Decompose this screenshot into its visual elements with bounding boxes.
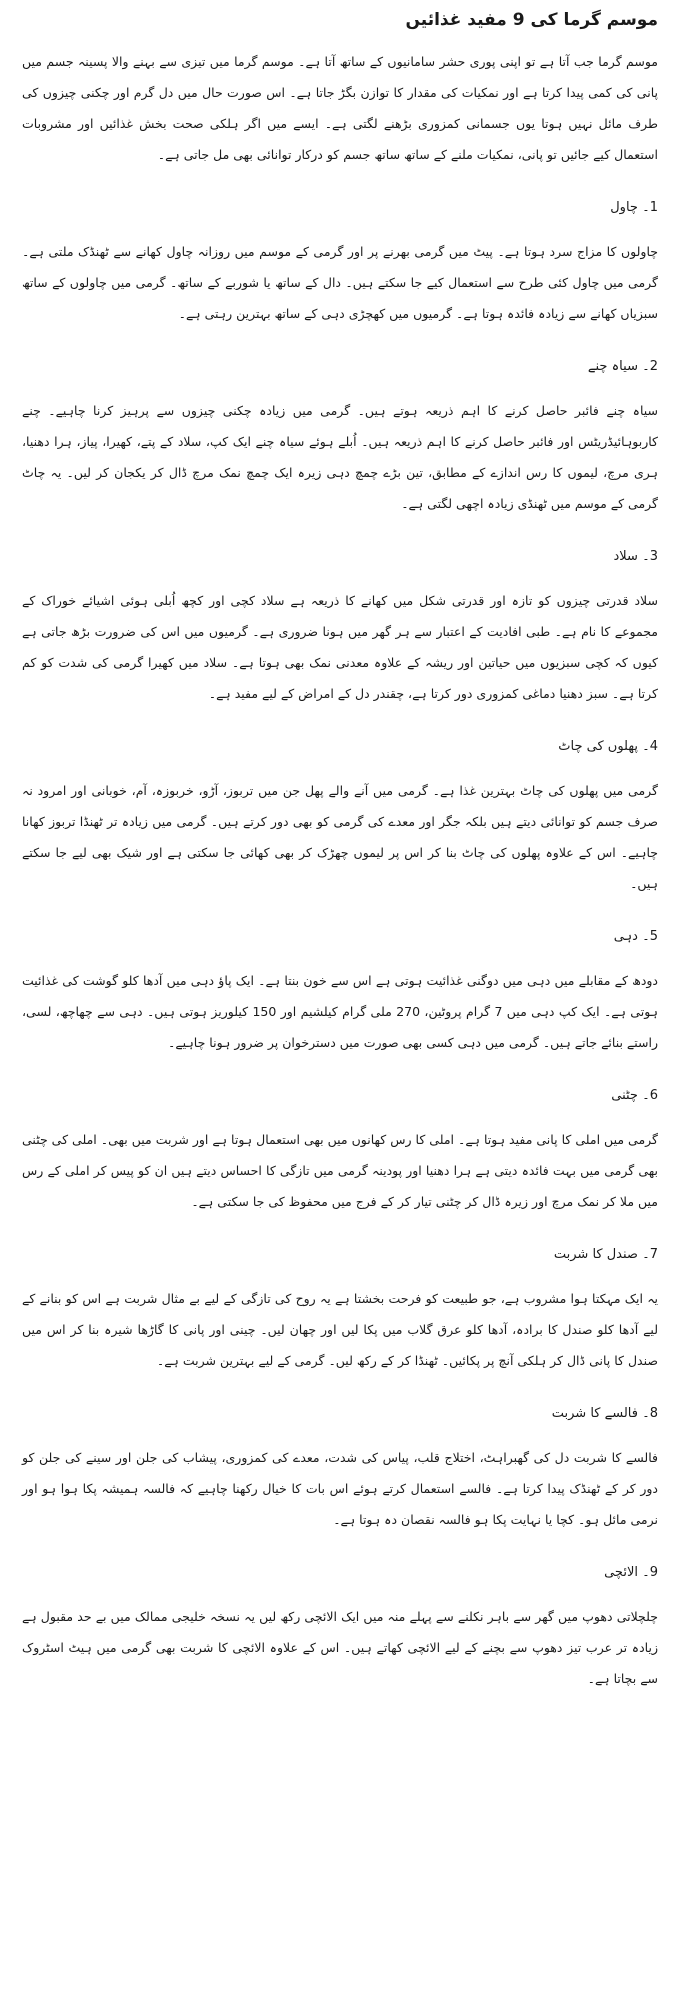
section-body: سلاد قدرتی چیزوں کو تازہ اور قدرتی شکل میں کھانے کا ذریعہ ہے سلاد کچی اور کچھ اُبلی ہوئی اشیائے خوراک کے مجموعے کا نام ہے۔ طبی افادیت کے اعتبار سے ہر گھر میں ہونا ضروری ہے۔ گرمیوں میں اس کی ضرورت بڑھ جاتی ہے کیوں کہ کچی سبزیوں میں حیاتین اور ریشہ کے علاوہ معدنی نمک بھی ہوتا ہے۔ سلاد میں کھیرا گرمی کی شدت کو کم کرتا ہے۔ سبز دھنیا دماغی کمزوری دور کرتا ہے، چقندر دل کے امراض کے لیے مفید ہے۔ [22, 593, 658, 701]
section-body: دودھ کے مقابلے میں دہی میں دوگنی غذائیت ہوتی ہے اس سے خون بنتا ہے۔ ایک پاؤ دہی میں آدھا کلو گوشت کی غذائیت ہوتی ہے۔ ایک کپ دہی میں 7 گرام پروٹین، 270 ملی گرام کیلشیم اور 150 کیلوریز ہوتی ہیں۔ دہی سے چھاچھ، لسی، راستے بنائے جاتے ہیں۔ گرمی میں دہی کسی بھی صورت میں دسترخوان پر ضرور ہونا چاہیے۔ [22, 973, 658, 1050]
section-body: چلچلاتی دھوپ میں گھر سے باہر نکلنے سے پہلے منہ میں ایک الائچی رکھ لیں یہ نسخہ خلیجی ممالک میں بے حد مقبول ہے زیادہ تر عرب تیز دھوپ سے بچنے کے لیے الائچی کھاتے ہیں۔ اس کے علاوہ الائچی کا شربت بھی گرمی میں ہیٹ اسٹروک سے بچاتا ہے۔ [22, 1609, 658, 1686]
section-body: گرمی میں پھلوں کی چاٹ بہترین غذا ہے۔ گرمی میں آنے والے پھل جن میں تربوز، آڑو، خربوزہ، آم، خوبانی اور امرود نہ صرف جسم کو توانائی دیتے ہیں بلکہ جگر اور معدے کی گرمی کو بھی دور کرتے ہیں۔ گرمی میں زیادہ تر ٹھنڈا تربوز کھانا چاہیے۔ اس کے علاوہ پھلوں کی چاٹ بنا کر اس پر لیموں چھڑک کر بھی کھائی جا سکتی ہے اور شیک بھی لیے جا سکتے ہیں۔ [22, 783, 658, 891]
section-heading: 6۔ چٹنی [611, 1088, 658, 1103]
section-chutney [22, 1084, 658, 1217]
section-heading: 8۔ فالسے کا شربت [551, 1406, 658, 1421]
section-heading: 3۔ سلاد [613, 549, 658, 564]
section-black-chickpeas [22, 355, 658, 519]
article-intro: موسم گرما جب آتا ہے تو اپنی پوری حشر سامانیوں کے ساتھ آتا ہے۔ موسم گرما میں تیزی سے بہنے والا پسینہ جسم میں پانی کی کمی پیدا کرتا ہے اور نمکیات کی مقدار کا توازن بگڑ جاتا ہے۔ اس صورت حال میں دل گرم اور چکنی چیزوں کی طرف مائل نہیں ہوتا یوں جسمانی کمزوری بڑھنے لگتی ہے۔ ایسے میں اگر ہلکی صحت بخش غذائیں اور مشروبات استعمال کیے جائیں تو پانی، نمکیات ملنے کے ساتھ ساتھ جسم کو درکار توانائی بھی مل جاتی ہے۔ [22, 54, 658, 162]
section-body: گرمی میں املی کا پانی مفید ہوتا ہے۔ املی کا رس کھانوں میں بھی استعمال ہوتا ہے اور شربت میں بھی۔ املی کی چٹنی بھی گرمی میں بہت فائدہ دیتی ہے ہرا دھنیا اور پودینہ گرمی میں تازگی کا احساس دیتے ہیں ان کو پیس کر املی کے رس میں ملا کر نمک مرچ اور زیرہ ڈال کر چٹنی تیار کر کے فرج میں محفوظ کی جا سکتی ہے۔ [22, 1132, 658, 1209]
section-body: یہ ایک مہکتا ہوا مشروب ہے، جو طبیعت کو فرحت بخشتا ہے یہ روح کی تازگی کے لیے بے مثال شربت ہے اس کو بنانے کے لیے آدھا کلو صندل کا برادہ، آدھا کلو عرق گلاب میں پکا لیں اور چھان لیں۔ چینی اور پانی کا گاڑھا شیرہ بنا کر اس میں صندل کا پانی ڈال کر ہلکی آنچ پر پکائیں۔ ٹھنڈا کر کے رکھ لیں۔ گرمی کے لیے بہترین شربت ہے۔ [22, 1291, 658, 1368]
section-body: سیاہ چنے فائبر حاصل کرنے کا اہم ذریعہ ہوتے ہیں۔ گرمی میں زیادہ چکنی چیزوں سے پرہیز کرنا چاہیے۔ چنے کاربوہائیڈریٹس اور فائبر حاصل کرنے کا اہم ذریعہ ہیں۔ اُبلے ہوئے سیاہ چنے ایک کپ، سلاد کے پتے، کھیرا، پیاز، ہرا دھنیا، ہری مرچ، لیموں کا رس اندازے کے مطابق، تین بڑے چمچ دہی زیرہ ایک چمچ نمک مرچ ڈال کر یکجان کر لیں۔ یہ چاٹ گرمی کے موسم میں ٹھنڈی زیادہ اچھی لگتی ہے۔ [22, 403, 658, 511]
section-heading: 2۔ سیاہ چنے [587, 359, 658, 374]
section-fruit-chaat [22, 735, 658, 899]
section-heading: 9۔ الائچی [604, 1565, 658, 1580]
section-cardamom [22, 1561, 658, 1694]
section-heading: 7۔ صندل کا شربت [553, 1247, 658, 1262]
section-sandal-sherbet [22, 1243, 658, 1376]
article-title: موسم گرما کی 9 مفید غذائیں [405, 10, 658, 30]
section-salad [22, 545, 658, 709]
section-heading: 4۔ پھلوں کی چاٹ [558, 739, 658, 754]
section-heading: 5۔ دہی [613, 929, 658, 944]
section-body: چاولوں کا مزاج سرد ہوتا ہے۔ پیٹ میں گرمی بھرنے پر اور گرمی کے موسم میں روزانہ چاول کھانے سے ٹھنڈک ملتی ہے۔ گرمی میں چاول کئی طرح سے استعمال کیے جا سکتے ہیں۔ دال کے ساتھ یا شوربے کے ساتھ۔ گرمی میں چاولوں کے ساتھ سبزیاں کھانے سے زیادہ فائدہ ہوتا ہے۔ گرمیوں میں کھچڑی دہی کے ساتھ بہترین رہتی ہے۔ [22, 244, 658, 321]
section-heading: 1۔ چاول [610, 200, 658, 215]
section-body: فالسے کا شربت دل کی گھبراہٹ، اختلاج قلب، پیاس کی شدت، معدے کی کمزوری، پیشاب کی جلن اور سینے کی جلن کو دور کر کے ٹھنڈک پیدا کرتا ہے۔ فالسے استعمال کرتے ہوئے اس بات کا خیال رکھنا چاہیے کہ فالسہ ہمیشہ پکا ہوا ہو اور نرمی مائل ہو۔ کچا یا نہایت پکا ہو فالسہ نقصان دہ ہوتا ہے۔ [22, 1450, 658, 1527]
section-phalsa-sherbet [22, 1402, 658, 1535]
section-rice [22, 196, 658, 329]
section-yogurt [22, 925, 658, 1058]
